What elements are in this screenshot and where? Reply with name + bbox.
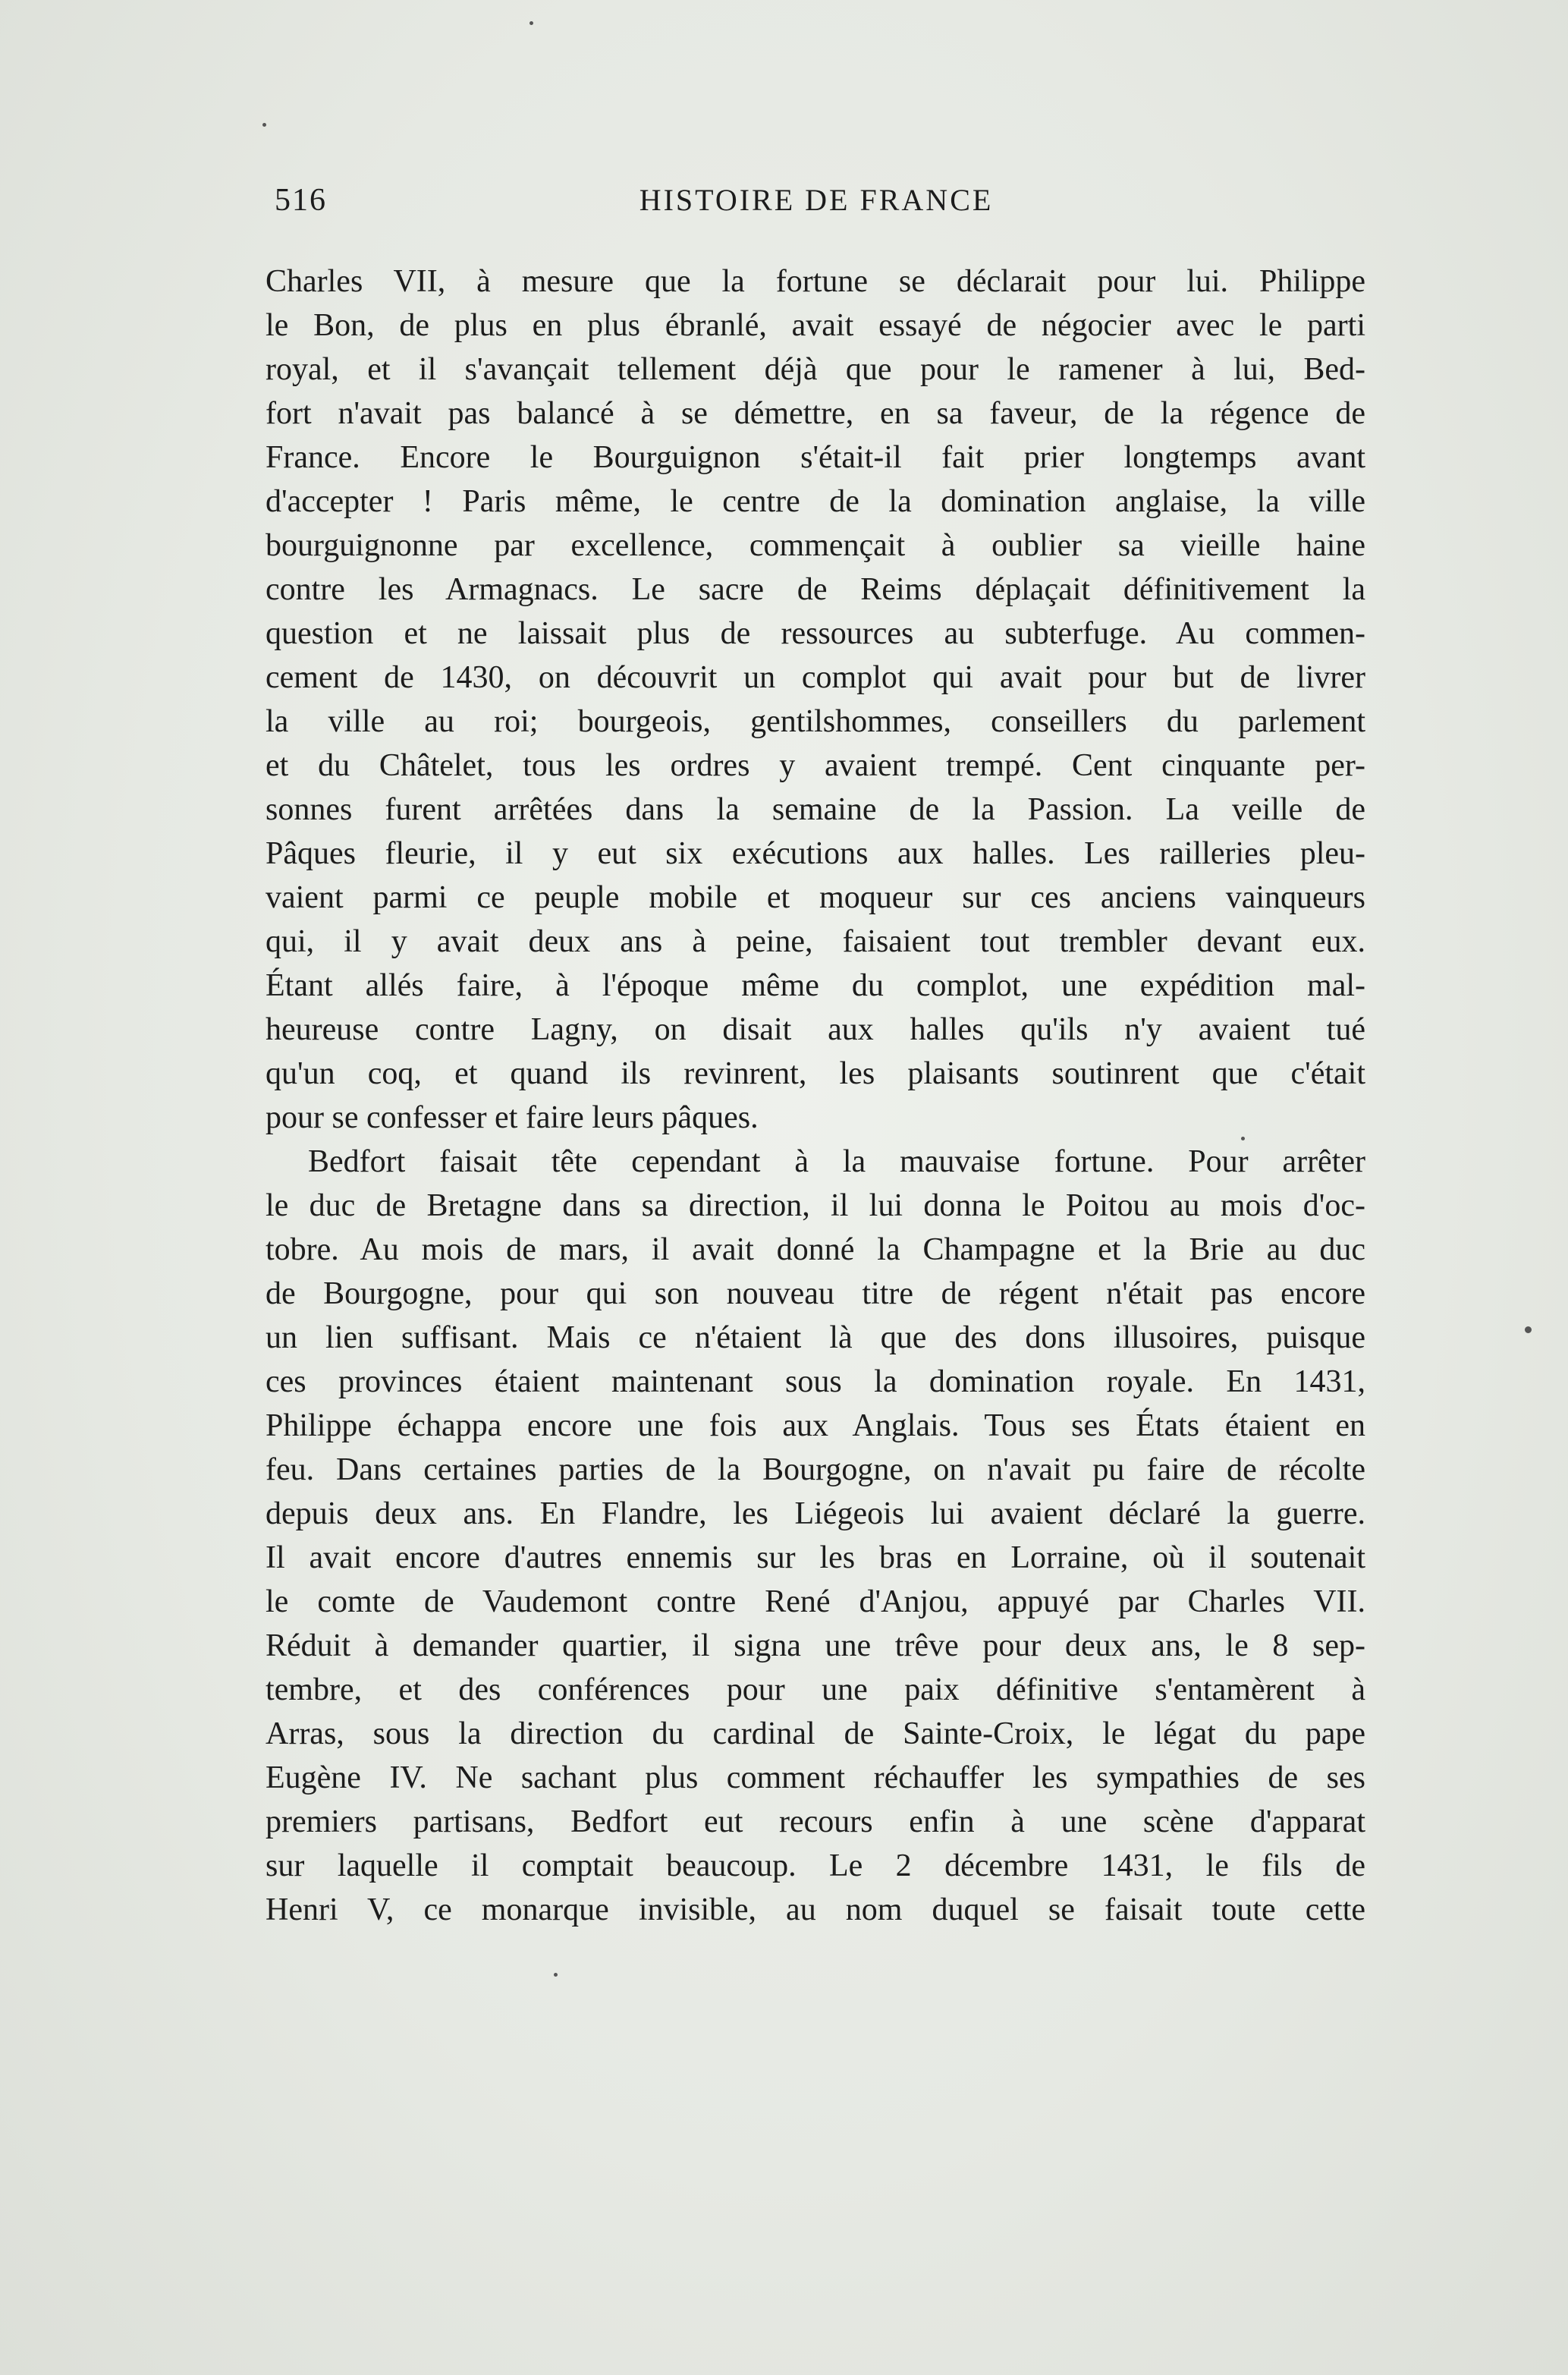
text-line: vaient parmi ce peuple mobile et moqueur sur ces anciens vainqueurs xyxy=(266,880,1365,915)
text-line: Henri V, ce monarque invisible, au nom duquel se faisait toute cette xyxy=(266,1892,1365,1927)
paper-speck xyxy=(262,123,266,127)
text-line: le comte de Vaudemont contre René d'Anjou, appuyé par Charles VII. xyxy=(266,1584,1365,1619)
text-line: Étant allés faire, à l'époque même du complot, une expédition mal- xyxy=(266,968,1365,1003)
text-line: un lien suffisant. Mais ce n'étaient là que des dons illusoires, puisque xyxy=(266,1320,1365,1355)
paper-speck xyxy=(1525,1326,1532,1333)
text-line: cement de 1430, on découvrit un complot qui avait pour but de livrer xyxy=(266,660,1365,695)
text-line: et du Châtelet, tous les ordres y avaient trempé. Cent cinquante per- xyxy=(266,748,1365,783)
text-line: Pâques fleurie, il y eut six exécutions aux halles. Les railleries pleu- xyxy=(266,836,1365,871)
text-line: le Bon, de plus en plus ébranlé, avait essayé de négocier avec le parti xyxy=(266,308,1365,343)
text-line: Arras, sous la direction du cardinal de Sainte-Croix, le légat du pape xyxy=(266,1716,1365,1751)
text-line: France. Encore le Bourguignon s'était-il fait prier longtemps avant xyxy=(266,440,1365,475)
text-line: contre les Armagnacs. Le sacre de Reims déplaçait définitivement la xyxy=(266,572,1365,607)
text-line: Il avait encore d'autres ennemis sur les bras en Lorraine, où il soutenait xyxy=(266,1540,1365,1575)
text-line: royal, et il s'avançait tellement déjà que pour le ramener à lui, Bed- xyxy=(266,352,1365,387)
text-line: premiers partisans, Bedfort eut recours enfin à une scène d'apparat xyxy=(266,1804,1365,1839)
text-line: d'accepter ! Paris même, le centre de la domination anglaise, la ville xyxy=(266,484,1365,519)
paragraph xyxy=(266,1140,1365,1932)
text-line: Eugène IV. Ne sachant plus comment réchauffer les sympathies de ses xyxy=(266,1760,1365,1795)
text-line: depuis deux ans. En Flandre, les Liégeois lui avaient déclaré la guerre. xyxy=(266,1496,1365,1531)
page-number: 516 xyxy=(275,183,327,218)
paper-speck xyxy=(554,1973,558,1977)
page-header xyxy=(267,182,1365,231)
text-line: la ville au roi; bourgeois, gentilshommes, conseillers du parlement xyxy=(266,704,1365,739)
text-line: qu'un coq, et quand ils revinrent, les plaisants soutinrent que c'était xyxy=(266,1056,1365,1091)
text-line: Philippe échappa encore une fois aux Anglais. Tous ses États étaient en xyxy=(266,1408,1365,1443)
text-line: fort n'avait pas balancé à se démettre, en sa faveur, de la régence de xyxy=(266,396,1365,431)
text-line: Réduit à demander quartier, il signa une trêve pour deux ans, le 8 sep- xyxy=(266,1628,1365,1663)
text-line: heureuse contre Lagny, on disait aux halles qu'ils n'y avaient tué xyxy=(266,1012,1365,1047)
text-line: tobre. Au mois de mars, il avait donné la Champagne et la Brie au duc xyxy=(266,1232,1365,1267)
text-line: qui, il y avait deux ans à peine, faisaient tout trembler devant eux. xyxy=(266,924,1365,959)
text-line: Charles VII, à mesure que la fortune se déclarait pour lui. Philippe xyxy=(266,264,1365,299)
running-title: HISTOIRE DE FRANCE xyxy=(639,183,994,217)
paragraph xyxy=(266,260,1365,1140)
text-line: sur laquelle il comptait beaucoup. Le 2 décembre 1431, le fils de xyxy=(266,1848,1365,1883)
text-line: ces provinces étaient maintenant sous la domination royale. En 1431, xyxy=(266,1364,1365,1399)
text-line: Bedfort faisait tête cependant à la mauvaise fortune. Pour arrêter xyxy=(308,1144,1365,1179)
text-line: le duc de Bretagne dans sa direction, il lui donna le Poitou au mois d'oc- xyxy=(266,1188,1365,1223)
body-text xyxy=(266,260,1365,1932)
text-line: pour se confesser et faire leurs pâques. xyxy=(266,1100,759,1135)
paper-speck xyxy=(529,21,533,25)
text-line: bourguignonne par excellence, commençait à oublier sa vieille haine xyxy=(266,528,1365,563)
text-line: sonnes furent arrêtées dans la semaine de la Passion. La veille de xyxy=(266,792,1365,827)
text-line: question et ne laissait plus de ressources au subterfuge. Au commen- xyxy=(266,616,1365,651)
text-line: feu. Dans certaines parties de la Bourgogne, on n'avait pu faire de récolte xyxy=(266,1452,1365,1487)
text-line: de Bourgogne, pour qui son nouveau titre de régent n'était pas encore xyxy=(266,1276,1365,1311)
text-line: tembre, et des conférences pour une paix définitive s'entamèrent à xyxy=(266,1672,1365,1707)
